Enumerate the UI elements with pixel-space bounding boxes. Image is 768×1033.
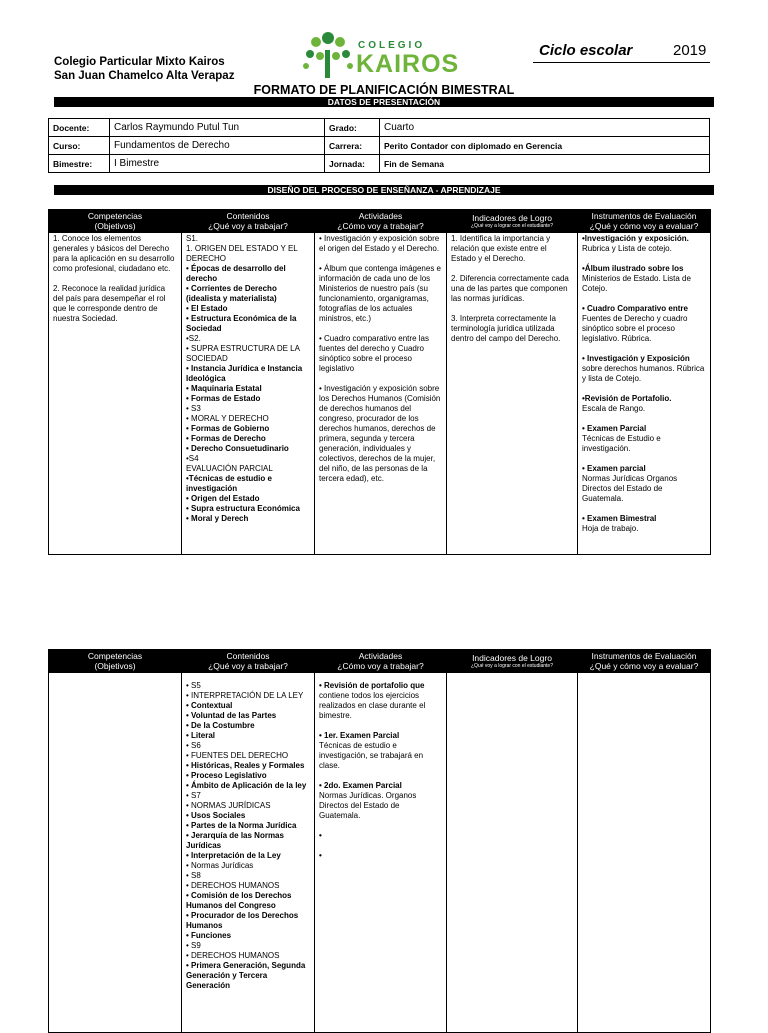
evaluation-item-heading: • Cuadro Comparativo entre <box>582 304 688 313</box>
contenido-item: S1. <box>186 234 199 243</box>
document-title: FORMATO DE PLANIFICACIÓN BIMESTRAL <box>253 83 515 97</box>
contenido-item: • Voluntad de las Partes <box>186 711 277 720</box>
contenido-item: 1. ORIGEN DEL ESTADO Y EL DERECHO <box>186 244 298 263</box>
evaluation-item-heading: • Revisión de portafolio que <box>319 681 425 690</box>
evaluation-item-heading: • <box>319 831 322 840</box>
evaluation-item-heading: • Investigación y Exposición <box>582 354 690 363</box>
evaluation-item-text: contiene todos los ejercicios realizados en clase durante el bimestre. <box>319 691 426 720</box>
cell-instrumentos <box>578 233 711 555</box>
evaluation-item-text: Hoja de trabajo. <box>582 524 639 533</box>
competencia-item: 1. Conoce los elementos generales y básicos del Derecho para la aplicación en su desarrollo como profesional, ciudadano etc. <box>53 234 175 273</box>
contenido-item: •Técnicas de estudio e investigación <box>186 474 272 493</box>
contenido-item: • Épocas de desarrollo del derecho <box>186 264 286 283</box>
evaluation-item <box>319 831 442 841</box>
evaluation-item-heading: • Examen parcial <box>582 464 646 473</box>
contenido-item: • S9 <box>186 941 201 950</box>
evaluation-item <box>582 394 706 414</box>
evaluation-item-heading: • 2do. Examen Parcial <box>319 781 402 790</box>
contenido-item: • Moral y Derech <box>186 514 249 523</box>
ciclo-underline <box>533 62 710 63</box>
contenido-item: • Funciones <box>186 931 232 940</box>
evaluation-item <box>582 354 706 384</box>
col-actividades: Actividades ¿Cómo voy a trabajar? <box>315 650 447 673</box>
cell-contenidos <box>182 673 315 1033</box>
planning-table-1 <box>48 209 711 555</box>
evaluation-item-heading: • Examen Parcial <box>582 424 647 433</box>
contenidos-list <box>186 234 310 524</box>
cell-instrumentos <box>578 673 711 1033</box>
col-contenidos: Contenidos ¿Qué voy a trabajar? <box>182 650 315 673</box>
instrumentos-list <box>582 234 706 534</box>
contenido-item: • Formas de Gobierno <box>186 424 270 433</box>
cell-competencias <box>49 233 182 555</box>
bimestre-label: Bimestre: <box>49 155 110 173</box>
grado-value: Cuarto <box>380 119 710 137</box>
evaluation-item-heading: • Examen Bimestral <box>582 514 657 523</box>
contenido-item: • Formas de Estado <box>186 394 261 403</box>
grado-label: Grado: <box>325 119 380 137</box>
evaluation-item-heading: •Revisión de Portafolio. <box>582 394 672 403</box>
contenido-item: EVALUACIÓN PARCIAL <box>186 464 273 473</box>
contenido-item: • Primera Generación, Segunda Generación y Tercera Generación <box>186 961 306 990</box>
contenido-item: • El Estado <box>186 304 228 313</box>
contenido-item: • DERECHOS HUMANOS <box>186 881 280 890</box>
contenido-item: • Partes de la Norma Jurídica <box>186 821 297 830</box>
contenido-item: • S5 <box>186 681 201 690</box>
evaluation-item <box>319 731 442 771</box>
contenido-item: • Instancia Jurídica e Instancia Ideológica <box>186 364 303 383</box>
evaluation-item <box>582 464 706 504</box>
docente-label: Docente: <box>49 119 110 137</box>
evaluation-item-text: Escala de Rango. <box>582 404 646 413</box>
contenido-item: • Formas de Derecho <box>186 434 266 443</box>
table-row <box>49 233 711 555</box>
evaluation-item-text: sobre derechos humanos. Rúbrica y lista de Cotejo. <box>582 364 705 383</box>
ciclo-label: Ciclo escolar <box>539 42 633 59</box>
indicador-item: 1. Identifica la importancia y relación que existe entre el Estado y el Derecho. <box>451 234 551 263</box>
contenidos-list <box>186 681 310 991</box>
contenido-item: • Interpretación de la Ley <box>186 851 281 860</box>
contenido-item: • De la Costumbre <box>186 721 255 730</box>
evaluation-item <box>319 851 442 861</box>
cell-indicadores <box>447 233 578 555</box>
tree-logo-icon <box>300 28 356 80</box>
section-diseno-proceso: DISEÑO DEL PROCESO DE ENSEÑANZA - APRENDIZAJE <box>54 185 714 195</box>
bimestre-value: I Bimestre <box>110 155 325 173</box>
evaluation-item <box>582 264 706 294</box>
docente-value: Carlos Raymundo Putul Tun <box>110 119 325 137</box>
contenido-item: • FUENTES DEL DERECHO <box>186 751 289 760</box>
carrera-label: Carrera: <box>325 137 380 155</box>
indicador-item: 2. Diferencia correctamente cada una de las partes que componen las normas jurídicas. <box>451 274 569 303</box>
col-indicadores: Indicadores de Logro ¿Qué voy a lograr con el estudiante? <box>447 210 578 233</box>
contenido-item: • DERECHOS HUMANOS <box>186 951 280 960</box>
contenido-item: • Ámbito de Aplicación de la ley <box>186 781 307 790</box>
evaluation-item <box>582 514 706 534</box>
contenido-item: •S4 <box>186 454 199 463</box>
evaluation-item-text: Normas Jurídicas Organos Directos del Estado de Guatemala. <box>582 474 678 503</box>
evaluation-item-heading: • 1er. Examen Parcial <box>319 731 400 740</box>
col-contenidos: Contenidos ¿Qué voy a trabajar? <box>182 210 315 233</box>
contenido-item: • Proceso Legislativo <box>186 771 267 780</box>
contenido-item: • Procurador de los Derechos Humanos <box>186 911 299 930</box>
cell-contenidos <box>182 233 315 555</box>
contenido-item: • Derecho Consuetudinario <box>186 444 289 453</box>
competencia-item: 2. Reconoce la realidad jurídica del país para desempeñar el rol que le corresponde dentro de nuestra Sociedad. <box>53 284 166 323</box>
actividad-item: • Cuadro comparativo entre las fuentes del derecho y Cuadro sinóptico sobre el proceso legislativo <box>319 334 429 373</box>
contenido-item: • MORAL Y DERECHO <box>186 414 269 423</box>
col-instrumentos: Instrumentos de Evaluación ¿Qué y cómo voy a evaluar? <box>578 210 711 233</box>
contenido-item: • Estructura Económica de la Sociedad <box>186 314 297 333</box>
actividad-item: • Álbum que contenga imágenes e información de cada uno de los Ministerios de nuestro país (su funcionamiento, organigramas, fotografías de los actuales ministros, etc.) <box>319 264 441 323</box>
indicador-item: 3. Interpreta correctamente la terminología jurídica utilizada dentro del campo del Derecho. <box>451 314 561 343</box>
contenido-item: • NORMAS JURÍDICAS <box>186 801 271 810</box>
contenido-item: • S3 <box>186 404 201 413</box>
school-name: Colegio Particular Mixto Kairos <box>54 56 225 68</box>
table-header-row <box>49 210 711 233</box>
contenido-item: •S2. <box>186 334 201 343</box>
logo-word-colegio: COLEGIO <box>358 40 426 51</box>
school-logo <box>300 28 460 80</box>
evaluation-item-text: Ministerios de Estado. Lista de Cotejo. <box>582 274 691 293</box>
table-row <box>49 673 711 1033</box>
col-competencias: Competencias (Objetivos) <box>49 210 182 233</box>
col-competencias: Competencias (Objetivos) <box>49 650 182 673</box>
cell-actividades <box>315 673 447 1033</box>
evaluation-item-text: Normas Jurídicas. Organos Directos del Estado de Guatemala. <box>319 791 417 820</box>
contenido-item: • S7 <box>186 791 201 800</box>
jornada-value: Fin de Semana <box>380 155 710 173</box>
cell-indicadores <box>447 673 578 1033</box>
evaluation-item-heading: •Investigación y exposición. <box>582 234 689 243</box>
evaluation-item-text: Rubrica y Lista de cotejo. <box>582 244 672 253</box>
col-indicadores: Indicadores de Logro ¿Qué voy a lograr con el estudiante? <box>447 650 578 673</box>
evaluation-item-text: Fuentes de Derecho y cuadro sinóptico sobre el proceso legislativo. Rúbrica. <box>582 314 688 343</box>
col-instrumentos: Instrumentos de Evaluación ¿Qué y cómo voy a evaluar? <box>578 650 711 673</box>
evaluation-item <box>582 304 706 344</box>
contenido-item: • S8 <box>186 871 201 880</box>
contenido-item: • Contextual <box>186 701 233 710</box>
evaluation-item <box>319 781 442 821</box>
jornada-label: Jornada: <box>325 155 380 173</box>
contenido-item: • Literal <box>186 731 216 740</box>
carrera-value: Perito Contador con diplomado en Gerencia <box>380 137 710 155</box>
planning-table-2 <box>48 649 711 1033</box>
section-datos-presentacion: DATOS DE PRESENTACIÓN <box>54 97 714 107</box>
actividad-item: • Investigación y exposición sobre los Derechos Humanos (Comisión de derechos humanos del congreso, procurador de los derechos humanos, derechos de primera, segunda y tercera generación, individuales y colectivos, derechos de la mujer, del niño, de las personas de la tercera edad), etc. <box>319 384 441 483</box>
ciclo-year: 2019 <box>673 42 707 59</box>
contenido-item: • S6 <box>186 741 201 750</box>
curso-value: Fundamentos de Derecho <box>110 137 325 155</box>
evaluation-item-heading: • <box>319 851 322 860</box>
presentation-info-table <box>48 118 710 173</box>
actividad-item: • Investigación y exposición sobre el origen del Estado y el Derecho. <box>319 234 440 253</box>
contenido-item: • Supra estructura Económica <box>186 504 300 513</box>
contenido-item: • Usos Sociales <box>186 811 246 820</box>
contenido-item: • Normas Jurídicas <box>186 861 254 870</box>
contenido-item: • Históricas, Reales y Formales <box>186 761 305 770</box>
evaluation-item <box>582 234 706 254</box>
contenido-item: • Jerarquía de las Normas Jurídicas <box>186 831 284 850</box>
table-header-row <box>49 650 711 673</box>
contenido-item: • Corrientes de Derecho (idealista y materialista) <box>186 284 277 303</box>
evaluation-item-text: Técnicas de estudio e investigación, se trabajará en clase. <box>319 741 424 770</box>
evaluation-item <box>319 681 442 721</box>
contenido-item: • INTERPRETACIÓN DE LA LEY <box>186 691 304 700</box>
actividades-list <box>319 681 442 861</box>
curso-label: Curso: <box>49 137 110 155</box>
evaluation-item <box>582 424 706 454</box>
col-actividades: Actividades ¿Cómo voy a trabajar? <box>315 210 447 233</box>
contenido-item: • Origen del Estado <box>186 494 260 503</box>
cell-actividades <box>315 233 447 555</box>
contenido-item: • Comisión de los Derechos Humanos del Congreso <box>186 891 292 910</box>
contenido-item: • SUPRA ESTRUCTURA DE LA SOCIEDAD <box>186 344 300 363</box>
evaluation-item-text: Técnicas de Estudio e investigación. <box>582 434 661 453</box>
contenido-item: • Maquinaria Estatal <box>186 384 262 393</box>
cell-competencias <box>49 673 182 1033</box>
evaluation-item-heading: •Álbum ilustrado sobre los <box>582 264 684 273</box>
school-location: San Juan Chamelco Alta Verapaz <box>54 70 235 82</box>
logo-word-kairos: KAIROS <box>356 50 460 78</box>
